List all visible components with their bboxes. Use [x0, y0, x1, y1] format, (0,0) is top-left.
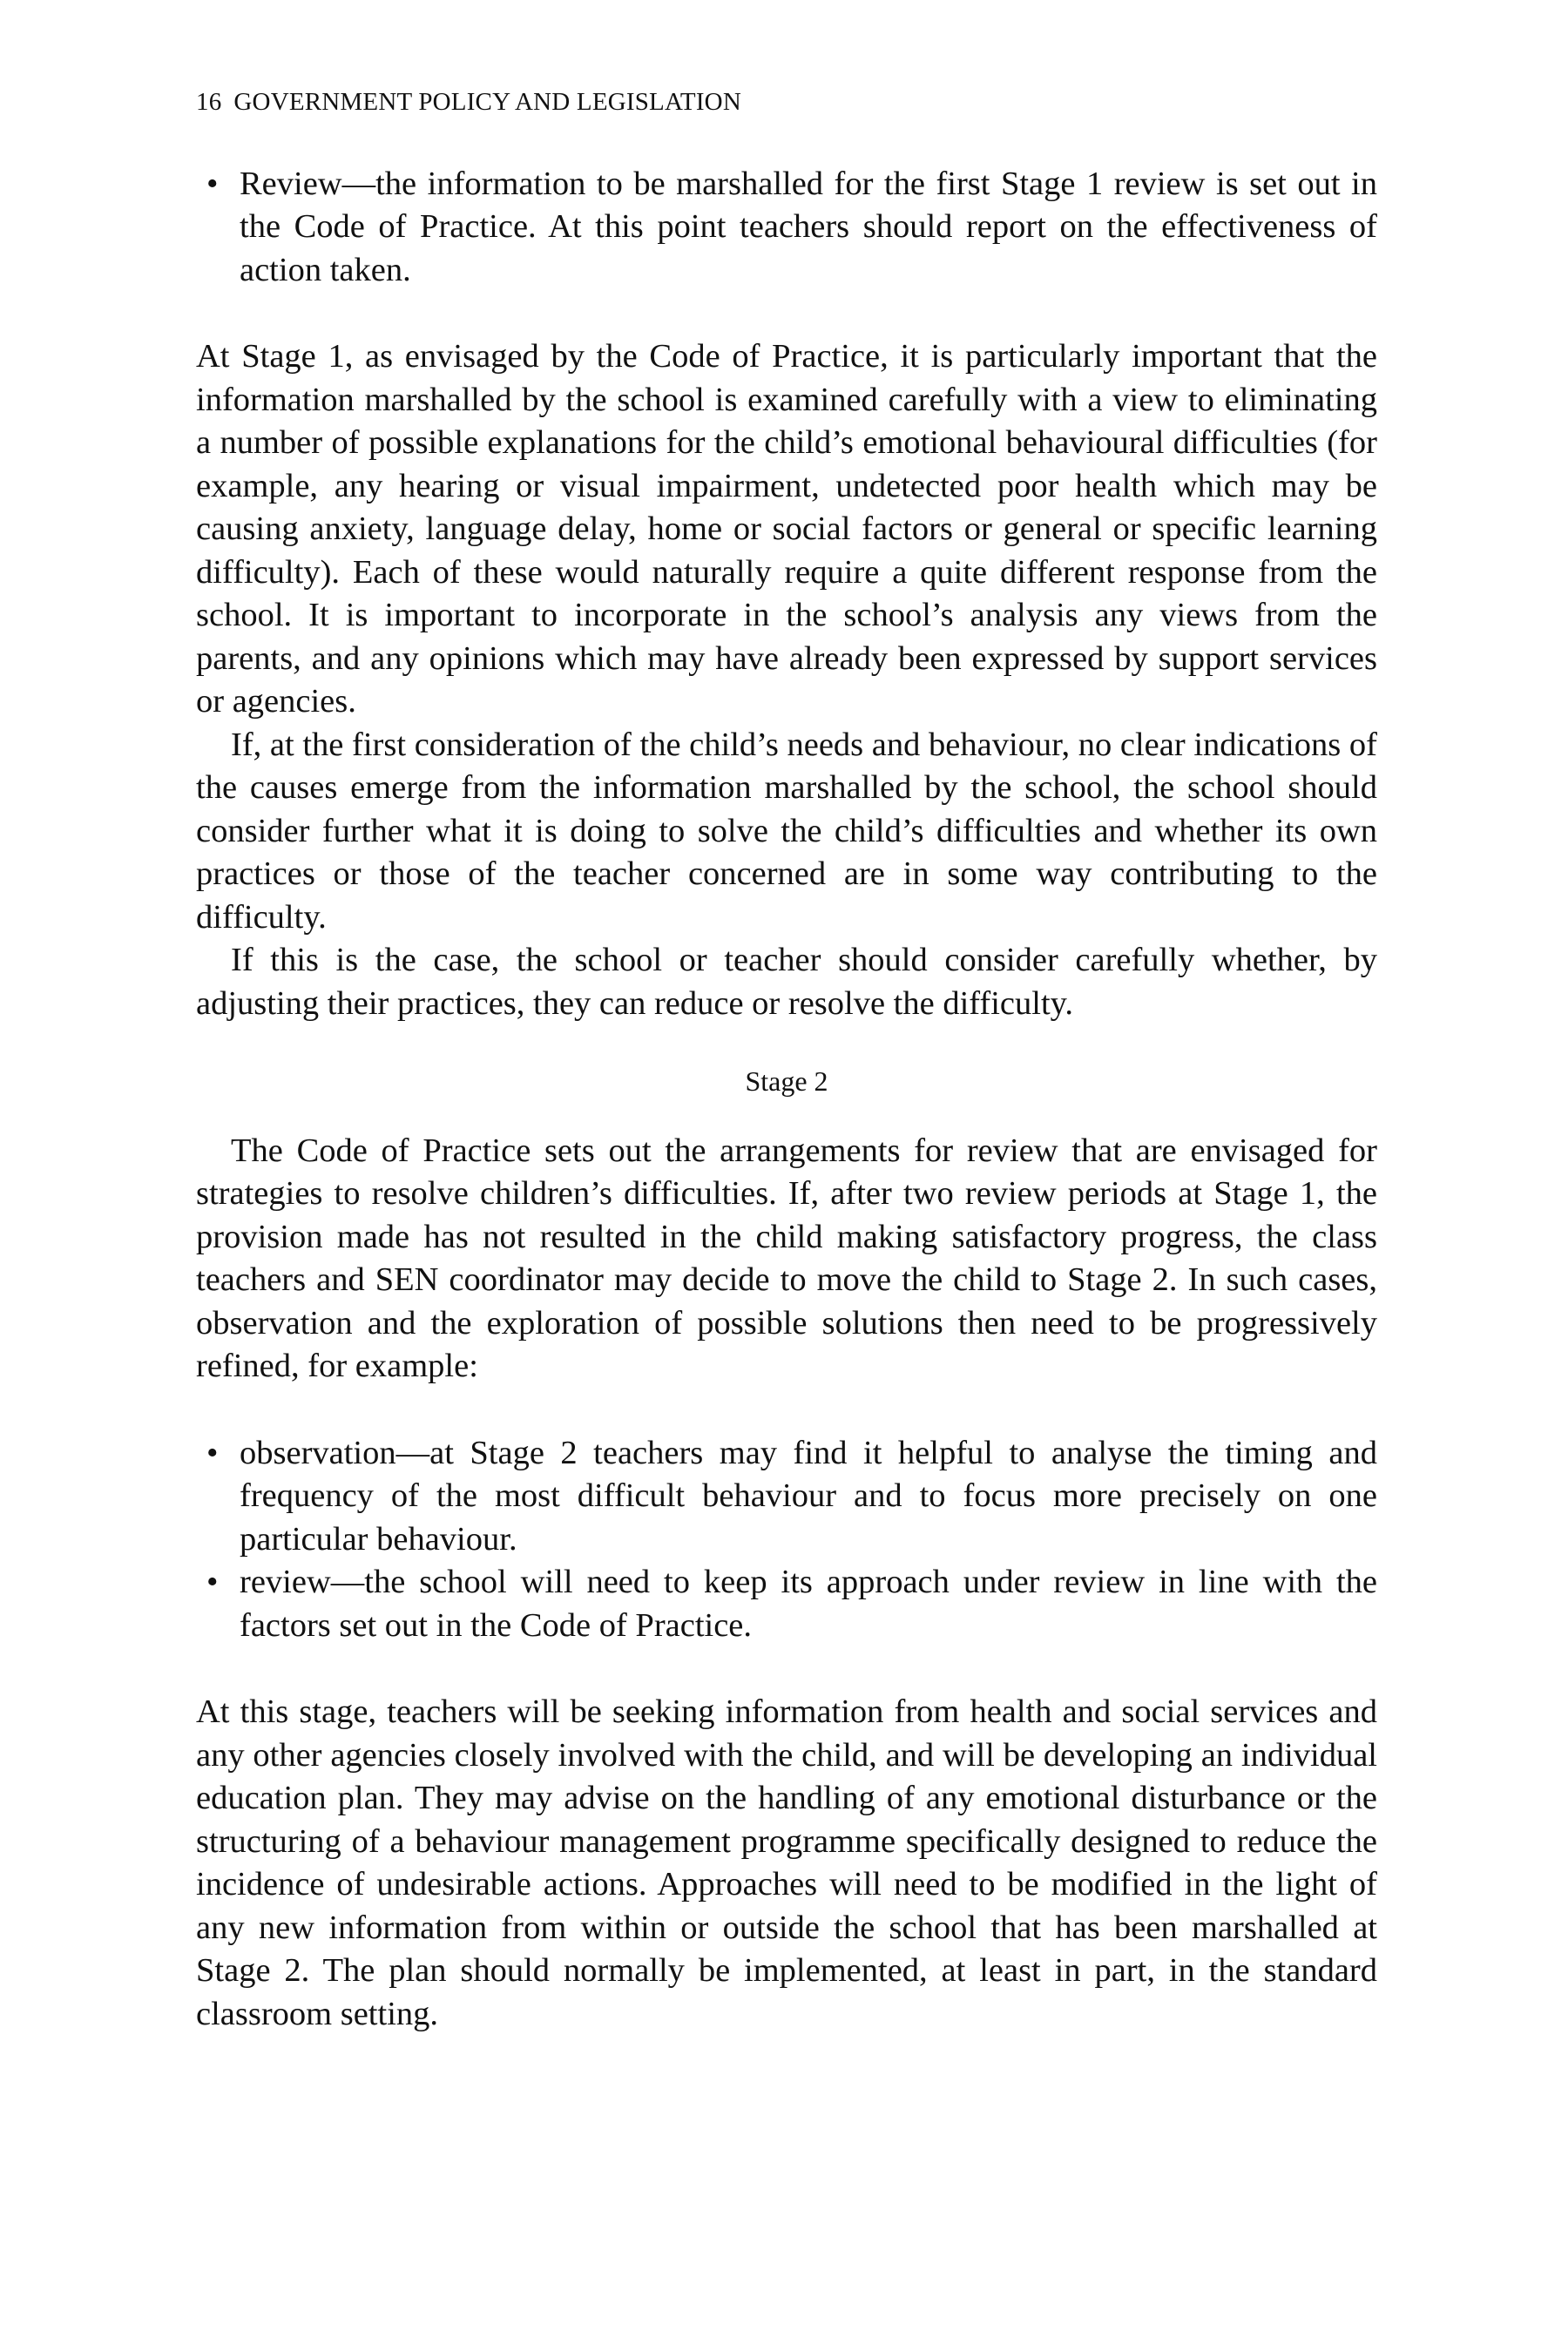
page-number: 16	[196, 88, 222, 116]
list-item-text: Review—the information to be marshalled for the first Stage 1 review is set out in the Code of Practice. At this point teachers should report on the effectiveness of action taken.	[240, 165, 1377, 288]
section-heading: Stage 2	[745, 1065, 828, 1098]
list-item-text: observation—at Stage 2 teachers may find it helpful to analyse the timing and frequency of the most difficult behaviour and to focus more precisely on one particular behaviour.	[240, 1434, 1377, 1558]
body-paragraph: If, at the first consideration of the child’s needs and behaviour, no clear indications of the causes emerge from the information marshalled by the school, the school should consider further what it is doing to solve the child’s difficulties and whether its own practices or those of the teacher concerned are in some way contributing to the difficulty.	[196, 726, 1377, 936]
running-title: GOVERNMENT POLICY AND LEGISLATION	[233, 88, 741, 116]
list-item	[196, 1561, 1377, 1647]
body-paragraph: At this stage, teachers will be seeking information from health and social services and any other agencies closely involved with the child, and will be developing an individual education plan. They may advise on the handling of any emotional disturbance or the structuring of a behaviour management programme specifically designed to reduce the incidence of undesirable actions. Approaches will need to be modified in the light of any new information from within or outside the school that has been marshalled at Stage 2. The plan should normally be implemented, at least in part, in the standard classroom setting.	[196, 1693, 1377, 2032]
stage2-bullet-list	[196, 1432, 1377, 1648]
list-item	[196, 1432, 1377, 1562]
body-paragraph: At Stage 1, as envisaged by the Code of Practice, it is particularly important that the information marshalled by the school is examined carefully with a view to eliminating a number of possible explanations for the child’s emotional behavioural difficulties (for example, any hearing or visual impairment, undetected poor health which may be causing anxiety, language delay, home or social factors or general or specific learning difficulty). Each of these would naturally require a quite different response from the school. It is important to incorporate in the school’s analysis any views from the parents, and any opinions which may have already been expressed by support services or agencies.	[196, 338, 1377, 720]
running-header	[196, 87, 1377, 118]
list-item	[196, 163, 1377, 293]
body-paragraph: The Code of Practice sets out the arrangements for review that are envisaged for strategies to resolve children’s difficulties. If, after two review periods at Stage 1, the provision made has not resulted in the child making satisfactory progress, the class teachers and SEN coordinator may decide to move the child to Stage 2. In such cases, observation and the exploration of possible solutions then need to be progressively refined, for example:	[196, 1132, 1377, 1385]
bullet-icon: •	[206, 1564, 219, 1601]
review-bullet-list	[196, 163, 1377, 293]
bullet-icon: •	[206, 165, 219, 202]
list-item-text: review—the school will need to keep its approach under review in line with the factors set out in the Code of Practice.	[240, 1564, 1377, 1644]
bullet-icon: •	[206, 1434, 219, 1471]
body-paragraph: If this is the case, the school or teacher should consider carefully whether, by adjusting their practices, they can reduce or resolve the difficulty.	[196, 942, 1377, 1022]
book-page	[196, 87, 1377, 2036]
